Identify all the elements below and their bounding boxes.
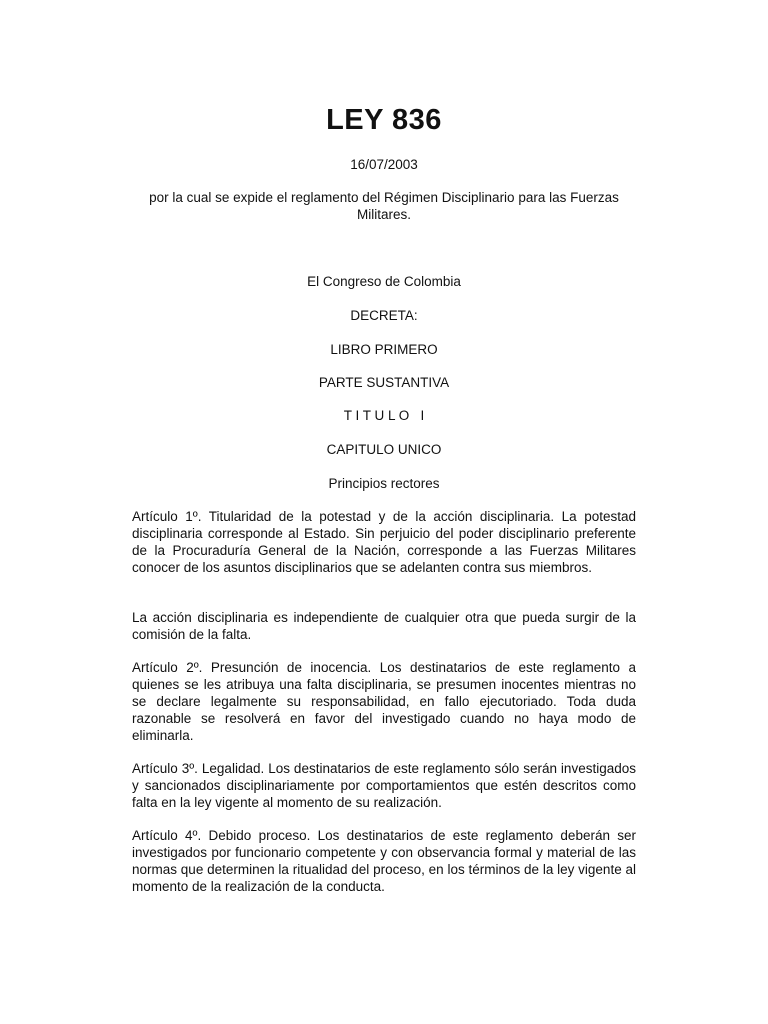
principios-heading: Principios rectores: [328, 476, 440, 491]
decreta-heading: DECRETA:: [350, 308, 418, 323]
accion-paragraph: La acción disciplinaria es independiente de cualquier otra que pueda surgir de la comisión de la falta.: [132, 610, 636, 642]
law-title: LEY 836: [326, 104, 442, 136]
article-4-paragraph: Artículo 4º. Debido proceso. Los destinatarios de este reglamento deberán ser investigados por funcionario competente y con observancia formal y material de las normas que determinen la ritualidad del proceso, en los términos de la ley vigente al momento de la realización de la conducta.: [132, 828, 636, 894]
article-3-paragraph: Artículo 3º. Legalidad. Los destinatarios de este reglamento sólo serán investigados y sancionados disciplinariamente por comportamientos que estén descritos como falta en la ley vigente al momento de su realización.: [132, 761, 636, 810]
congress-heading: El Congreso de Colombia: [307, 274, 461, 289]
article-1-paragraph: Artículo 1º. Titularidad de la potestad y de la acción disciplinaria. La potestad disciplinaria corresponde al Estado. Sin perjuicio del poder disciplinario preferente de la Procuraduría General de la Nación, corresponde a las Fuerzas Militares conocer de los asuntos disciplinarios que se adelanten contra sus miembros.: [132, 509, 636, 575]
law-subtitle: por la cual se expide el reglamento del Régimen Disciplinario para las Fuerzas Militares.: [149, 190, 619, 222]
parte-heading: PARTE SUSTANTIVA: [318, 375, 450, 390]
law-date: 16/07/2003: [350, 157, 418, 172]
libro-heading: LIBRO PRIMERO: [330, 342, 438, 357]
article-2-paragraph: Artículo 2º. Presunción de inocencia. Los destinatarios de este reglamento a quienes se les atribuya una falta disciplinaria, se presumen inocentes mientras no se declare legalmente su responsabilidad, en fallo ejecutoriado. Toda duda razonable se resolverá en favor del investigado cuando no haya modo de eliminarla.: [132, 660, 636, 743]
capitulo-heading: CAPITULO UNICO: [326, 442, 442, 457]
titulo-heading: T I T U L O I: [343, 408, 425, 423]
